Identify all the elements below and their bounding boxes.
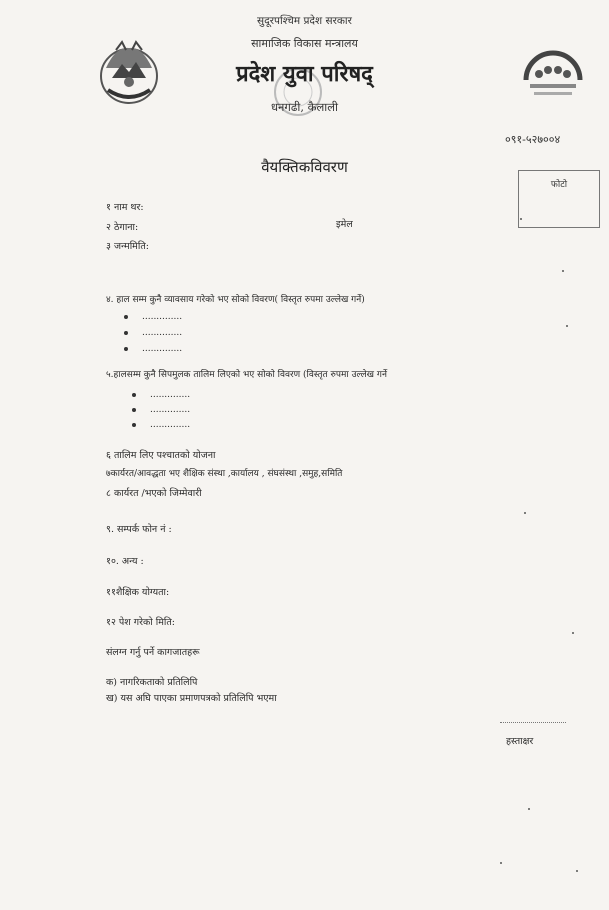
form-title: वैयक्तिकविवरण	[261, 158, 348, 176]
field-name: १ नाम थर:	[106, 202, 144, 213]
field-other: १०. अन्य :	[106, 556, 144, 567]
section-4-bullet: ..............	[124, 328, 182, 338]
attachment-certificates: ख) यस अघि पाएका प्रमाणपत्रको प्रतिलिपि भएमा	[106, 693, 277, 704]
scan-speck	[572, 632, 574, 634]
scan-speck	[562, 270, 564, 272]
header-council: प्रदेश युवा परिषद्	[236, 61, 373, 87]
scan-speck	[576, 870, 578, 872]
section-5-bullet: ..............	[132, 390, 190, 400]
header-ministry: सामाजिक विकास मन्त्रालय	[251, 37, 358, 50]
attachment-citizenship: क) नागरिकताको प्रतिलिपि	[106, 677, 198, 688]
scan-speck	[520, 218, 522, 220]
field-address: २ ठेगाना:	[106, 222, 139, 233]
field-date: १२ पेश गरेको मिति:	[106, 617, 176, 628]
field-dob: ३ जन्ममिति:	[106, 241, 149, 252]
scan-speck	[524, 512, 526, 514]
section-8-line: ८ कार्यरत /भएको जिम्मेवारी	[106, 488, 202, 499]
registration-number: ०९१-५२७००४	[505, 133, 561, 146]
section-5-heading: ५.हालसम्म कुनै सिपमुलक तालिम लिएको भए सोको विवरण (विस्तृत रुपमा उल्लेख गर्ने	[106, 370, 387, 380]
scan-speck	[500, 862, 502, 864]
field-phone: ९. सम्पर्क फोन नं :	[106, 524, 172, 535]
attachments-heading: संलग्न गर्नु पर्ने कागजातहरू	[106, 647, 200, 658]
section-4-bullet: ..............	[124, 312, 182, 322]
header-government: सुदूरपश्चिम प्रदेश सरकार	[257, 15, 352, 27]
section-7-line: ७कार्यरत/आवद्धता भए शैक्षिक संस्था ,कार्यालय , संघसंस्था ,समुह,समिति	[106, 469, 343, 479]
scan-speck	[528, 808, 530, 810]
field-email: इमेल	[336, 219, 353, 230]
section-4-bullet: ..............	[124, 344, 182, 354]
section-5-bullet: ..............	[132, 405, 190, 415]
field-education: ११शैक्षिक योग्यता:	[106, 587, 170, 598]
signature-line	[500, 722, 566, 723]
section-4-heading: ४. हाल सम्म कुनै व्यावसाय गरेको भए सोको विवरण( विस्तृत रुपमा उल्लेख गर्ने)	[106, 295, 365, 305]
section-6-heading: ६ तालिम लिए पश्चातको योजना	[106, 450, 216, 461]
photo-box	[518, 170, 600, 228]
scan-speck	[566, 325, 568, 327]
signature-label: हस्ताक्षर	[506, 736, 534, 747]
header-location: धनगढी, कैलाली	[270, 100, 339, 114]
section-5-bullet: ..............	[132, 420, 190, 430]
photo-label: फोटो	[550, 180, 568, 190]
